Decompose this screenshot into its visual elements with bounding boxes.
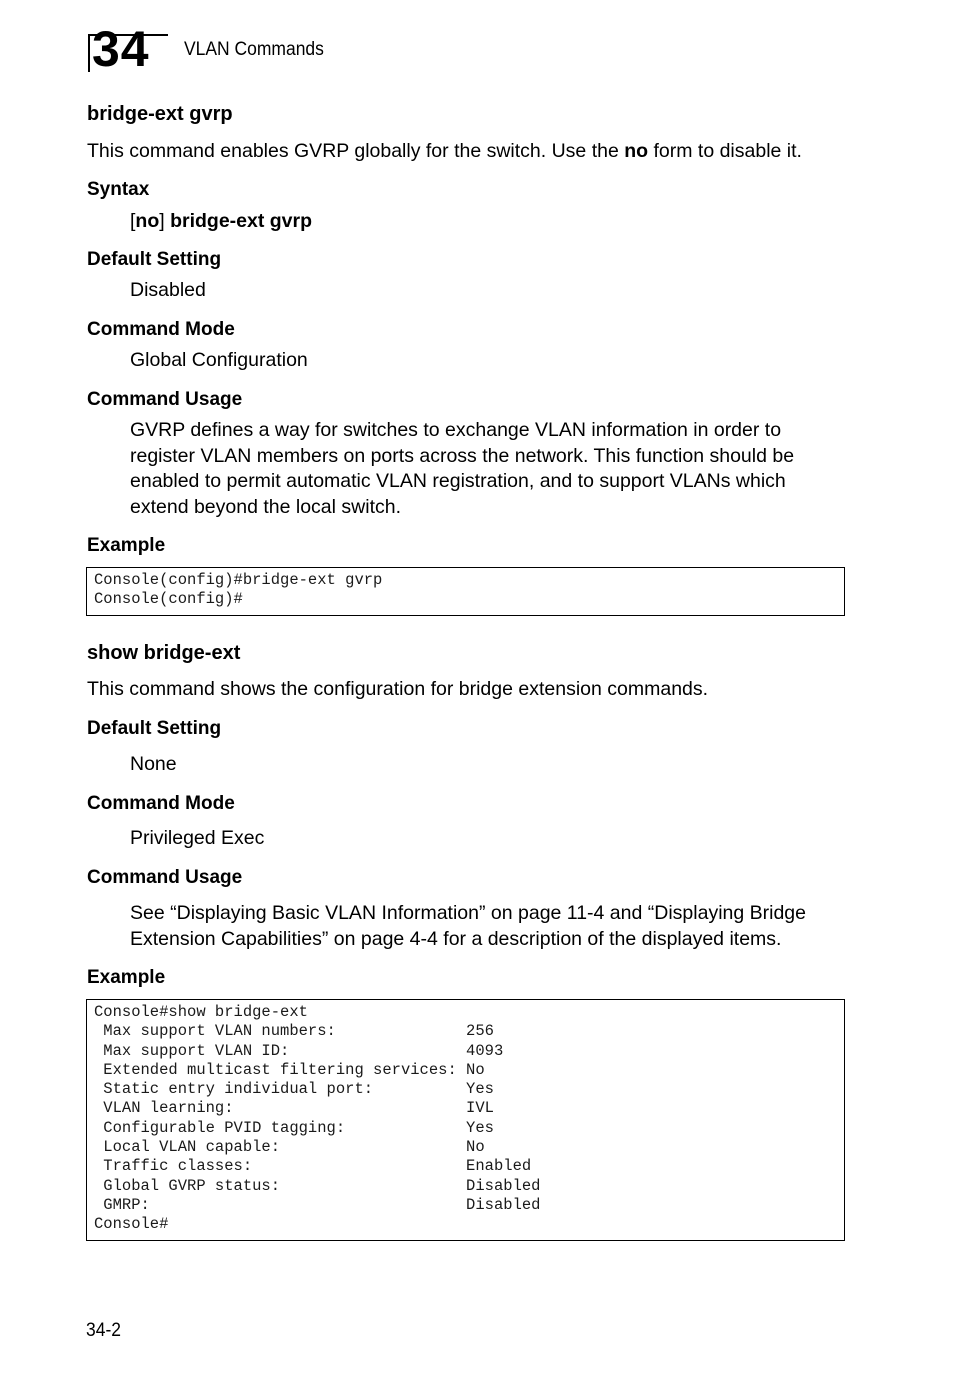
syntax-heading: Syntax xyxy=(87,179,150,200)
syntax-command: bridge-ext gvrp xyxy=(170,210,313,232)
code-line: Max support VLAN ID: 4093 xyxy=(94,1041,504,1060)
usage-line: register VLAN members on ports across the network. This function should be xyxy=(130,444,795,467)
command-usage-heading: Command Usage xyxy=(87,389,243,410)
code-line: Traffic classes: Enabled xyxy=(94,1157,532,1176)
code-line: GMRP: Disabled xyxy=(94,1195,541,1214)
command-mode-value: Privileged Exec xyxy=(130,827,265,849)
code-line: Console(config)#bridge-ext gvrp xyxy=(94,571,383,589)
code-line: Local VLAN capable: No xyxy=(94,1138,485,1157)
code-line: Max support VLAN numbers: 256 xyxy=(94,1022,494,1041)
syntax-line xyxy=(130,209,312,235)
example-code-block xyxy=(86,999,845,1241)
page-number: 34-2 xyxy=(86,1320,121,1341)
code-line: VLAN learning: IVL xyxy=(94,1099,494,1118)
command-mode-heading: Command Mode xyxy=(87,793,235,814)
section1-intro xyxy=(87,139,802,165)
command-mode-heading: Command Mode xyxy=(87,319,235,340)
section-title-show-bridge-ext: show bridge-ext xyxy=(87,642,241,664)
chapter-title: VLAN Commands xyxy=(184,39,324,60)
syntax-bracket: ] xyxy=(159,210,171,232)
intro-text-end: form to disable it. xyxy=(648,140,802,162)
command-usage-text xyxy=(130,901,850,952)
syntax-bracket: [ xyxy=(130,210,136,232)
code-line: Console(config)# xyxy=(94,590,243,609)
usage-line: enabled to permit automatic VLAN registration, and to support VLANs which xyxy=(130,470,786,492)
usage-line: Extension Capabilities” on page 4-4 for a description of the displayed items. xyxy=(130,927,782,950)
default-setting-heading: Default Setting xyxy=(87,718,222,739)
example-heading: Example xyxy=(87,967,166,988)
default-setting-heading: Default Setting xyxy=(87,249,222,270)
intro-text: This command enables GVRP globally for the switch. Use the xyxy=(87,140,625,162)
chapter-number: 34 xyxy=(92,21,150,77)
code-line: Global GVRP status: Disabled xyxy=(94,1176,541,1195)
section2-intro: This command shows the configuration for bridge extension commands. xyxy=(87,678,709,700)
command-mode-value: Global Configuration xyxy=(130,349,308,371)
default-setting-value: Disabled xyxy=(130,279,206,301)
code-line: Console# xyxy=(94,1215,169,1234)
command-usage-heading: Command Usage xyxy=(87,867,243,888)
default-setting-value: None xyxy=(130,753,177,775)
code-line: Static entry individual port: Yes xyxy=(94,1080,494,1099)
code-line: Configurable PVID tagging: Yes xyxy=(94,1118,494,1137)
code-line: Extended multicast filtering services: No xyxy=(94,1060,485,1079)
usage-line: GVRP defines a way for switches to exchange VLAN information in order to xyxy=(130,419,782,441)
section-title-bridge-ext-gvrp: bridge-ext gvrp xyxy=(87,103,233,125)
code-line: Console#show bridge-ext xyxy=(94,1003,308,1021)
example-code-block xyxy=(86,567,845,616)
command-usage-text xyxy=(130,418,850,520)
intro-bold: no xyxy=(624,140,649,162)
usage-line: See “Displaying Basic VLAN Information” on page 11-4 and “Displaying Bridge xyxy=(130,902,806,924)
syntax-no: no xyxy=(135,210,160,232)
example-heading: Example xyxy=(87,535,166,556)
usage-line: extend beyond the local switch. xyxy=(130,495,402,518)
